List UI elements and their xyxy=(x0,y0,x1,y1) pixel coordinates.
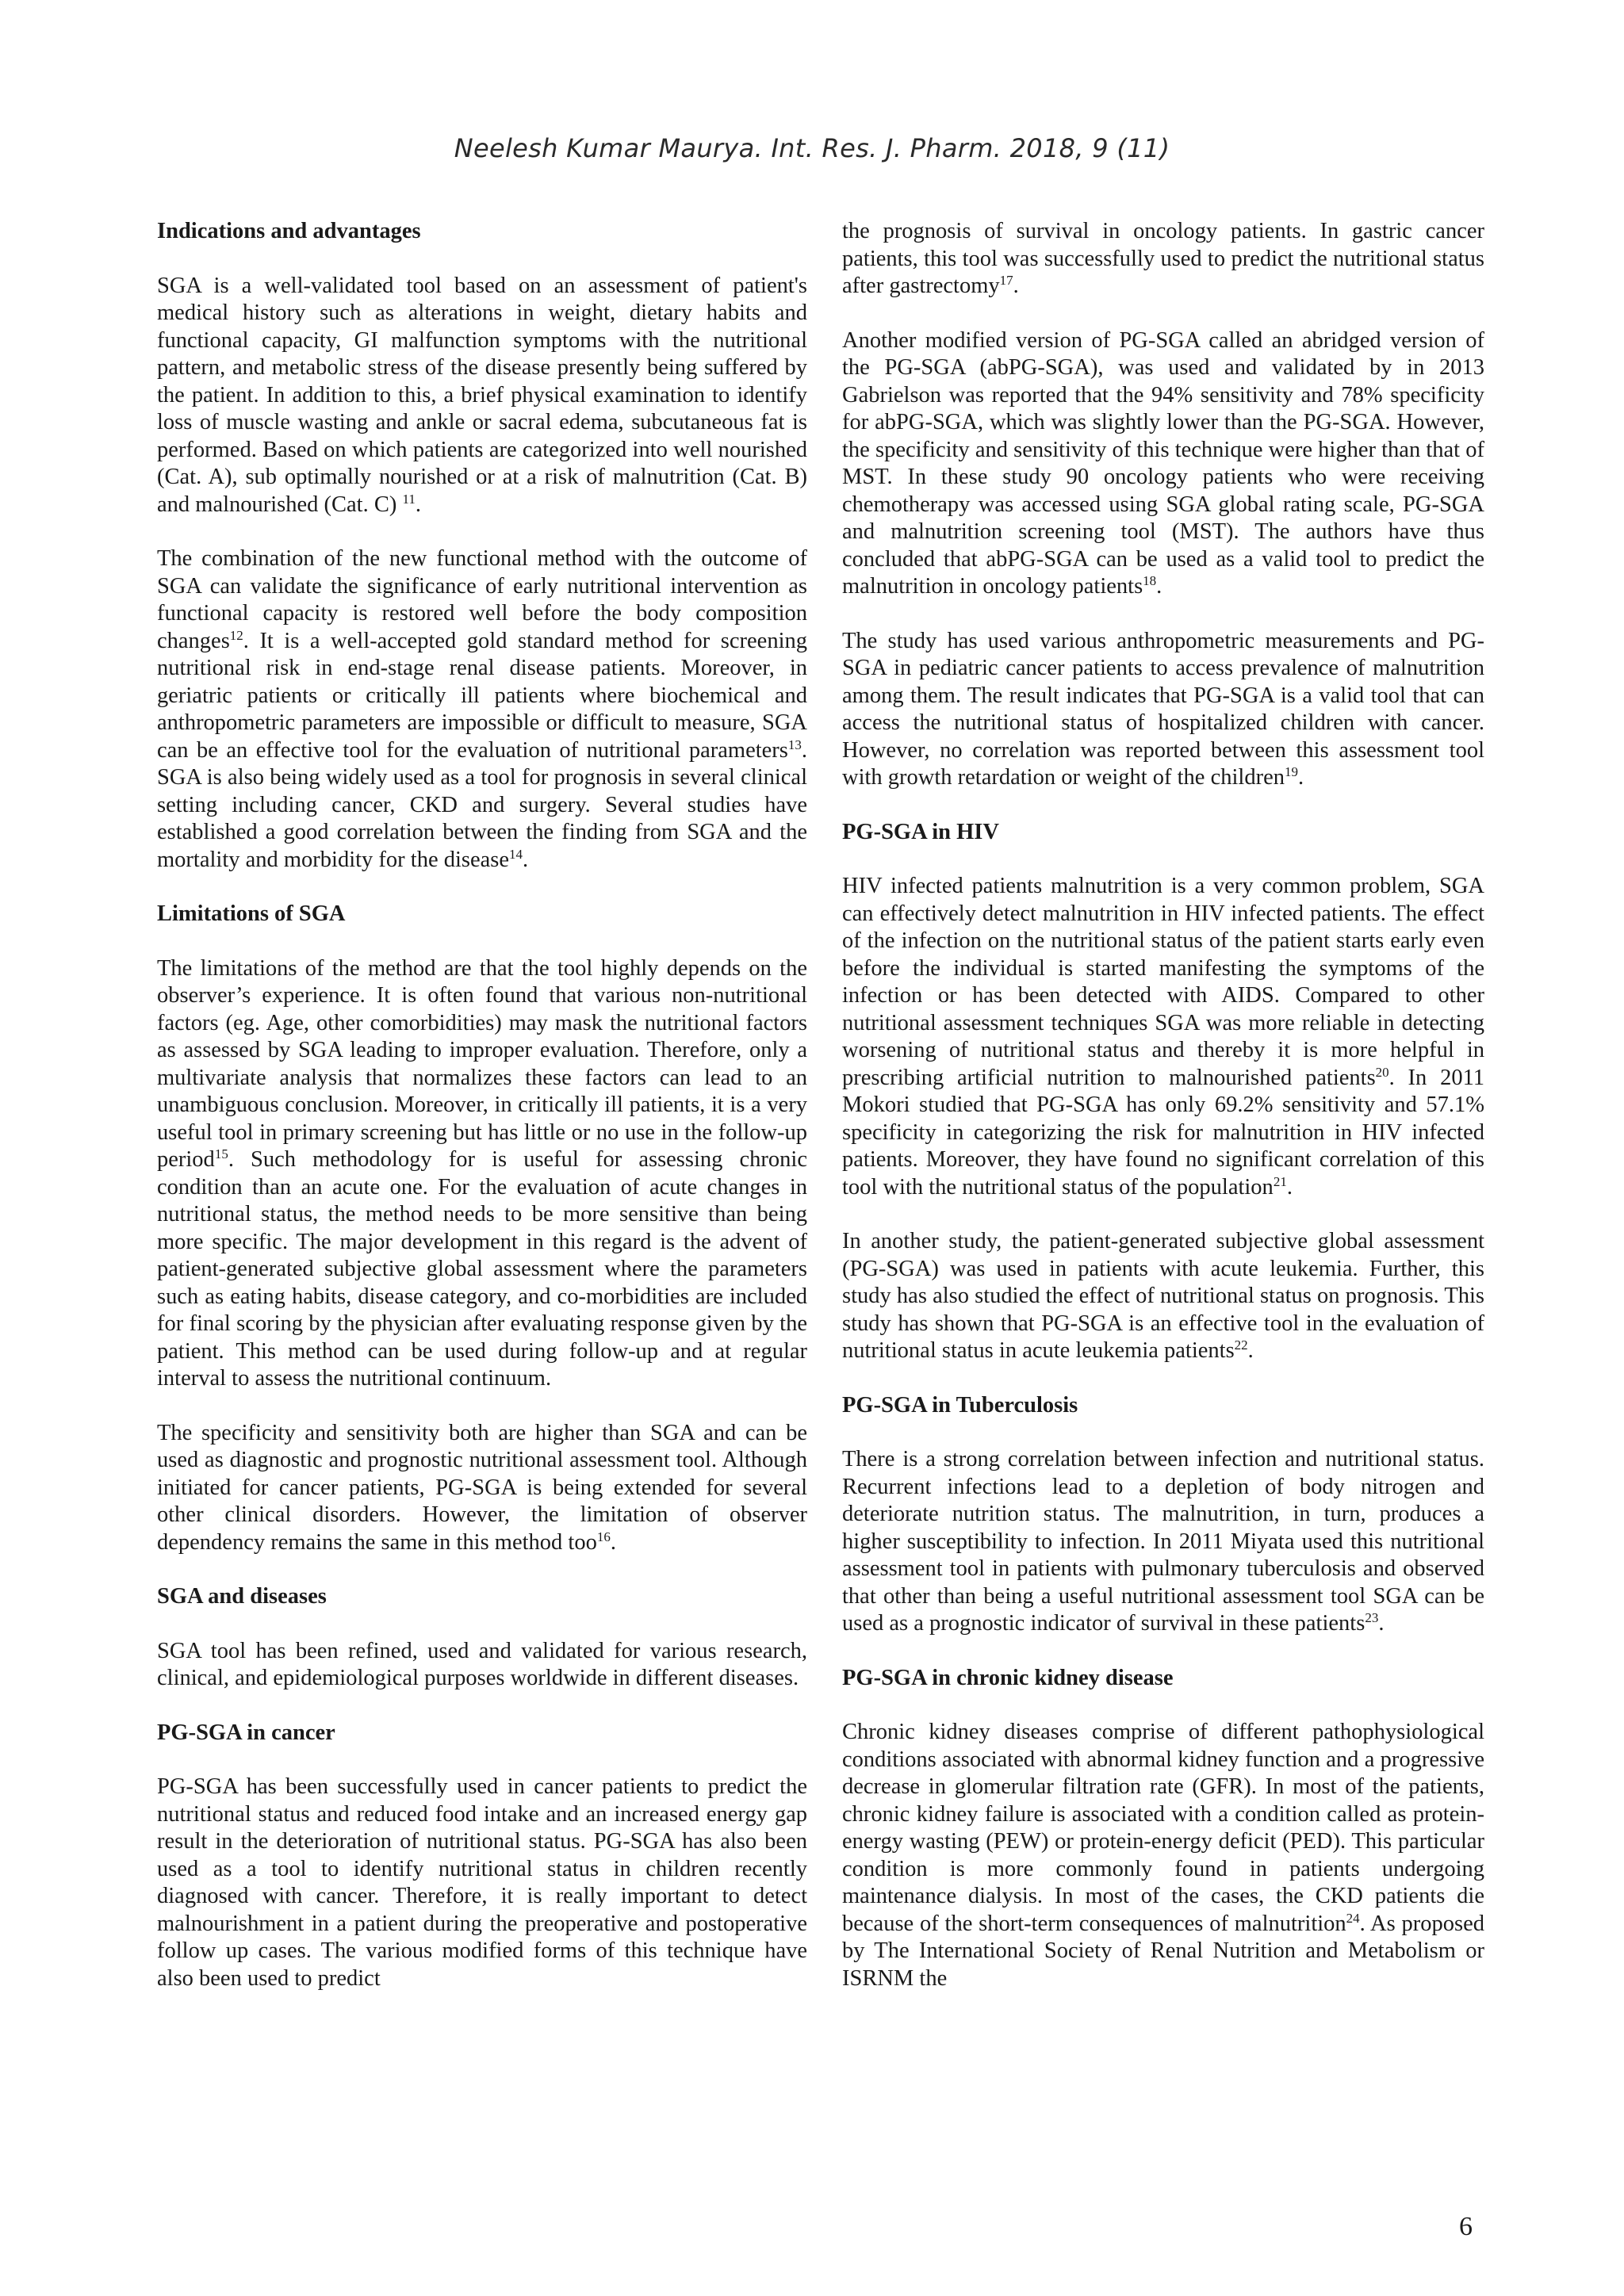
paragraph xyxy=(157,273,807,519)
citation: 18 xyxy=(1143,573,1157,588)
left-column xyxy=(157,218,807,2019)
paragraph-text: . xyxy=(1156,574,1162,599)
paragraph-text: . It is a well-accepted gold standard method for screening nutritional risk in end-stage renal disease patients. Moreover, in geriatric patients or critically ill patients where biochemical and anthropometric parameters are impossible or difficult to measure, SGA can be an effective tool for the evaluation of nutritional parameters xyxy=(157,628,807,763)
heading-indications: Indications and advantages xyxy=(157,219,421,243)
citation: 15 xyxy=(214,1146,228,1161)
paragraph-text: . xyxy=(610,1529,616,1555)
citation: 11 xyxy=(402,491,416,507)
citation: 20 xyxy=(1375,1064,1389,1080)
paragraph-text: SGA is a well-validated tool based on an assessment of patient's medical history such as alterations in weight, dietary habits and functional capacity, GI malfunction symptoms with the nutritional pattern, and metabolic stress of the disease presently being suffered by the patient. In addition to this, a brief physical examination to identify loss of muscle wasting and ankle or sacral edema, subcutaneous fat is performed. Based on which patients are categorized into well nourished (Cat. A), sub optimally nourished or at a risk of malnutrition (Cat. B) and malnourished (Cat. C) xyxy=(157,273,807,517)
heading-pgsga-cancer: PG-SGA in cancer xyxy=(157,1720,335,1745)
paragraph-text: . xyxy=(415,492,421,517)
citation: 17 xyxy=(999,273,1013,288)
paragraph xyxy=(842,1719,1484,1992)
citation: 13 xyxy=(787,737,802,752)
paragraph xyxy=(842,628,1484,792)
paragraph-text: . xyxy=(1013,274,1019,298)
citation: 16 xyxy=(596,1529,611,1544)
paragraph-text: The specificity and sensitivity both are higher than SGA and can be used as diagnostic and prognostic nutritional assessment tool. Although initiated for cancer patients, PG-SGA is being extended for several other clinical disorders. However, the limitation of observer dependency remains the same in this method too xyxy=(157,1420,807,1555)
citation: 14 xyxy=(509,846,523,862)
heading-limitations: Limitations of SGA xyxy=(157,901,346,926)
paragraph: SGA tool has been refined, used and validated for various research, clinical, and epidemiological purposes worldwide in different diseases. xyxy=(157,1638,807,1690)
paragraph xyxy=(842,873,1484,1201)
citation: 19 xyxy=(1284,764,1298,779)
paragraph-text: There is a strong correlation between infection and nutritional status. Recurrent infections lead to a depletion of body nitrogen and deteriorate nutrition status. The malnutrition, in turn, produces a higher susceptibility to infection. In 2011 Miyata used this nutritional assessment tool in patients with pulmonary tuberculosis and observed that other than being a useful nutritional assessment tool SGA can be used as a prognostic indicator of survival in these patients xyxy=(842,1447,1484,1636)
heading-sga-diseases: SGA and diseases xyxy=(157,1584,327,1609)
paragraph xyxy=(842,327,1484,601)
heading-pgsga-hiv: PG-SGA in HIV xyxy=(842,819,999,844)
heading-pgsga-tuberculosis: PG-SGA in Tuberculosis xyxy=(842,1392,1078,1418)
paragraph: PG-SGA has been successfully used in cancer patients to predict the nutritional status and reduced food intake and an increased energy gap result in the deterioration of nutritional status. PG-SGA has also been used as a tool to identify nutritional status in children recently diagnosed with cancer. Therefore, it is really important to detect malnourishment in a patient during the preoperative and postoperative follow up cases. The various modified forms of this technique have also been used to predict xyxy=(157,1774,807,1991)
paragraph-text: The limitations of the method are that the tool highly depends on the observer’s experience. It is often found that various non-nutritional factors (eg. Age, other comorbidities) may mask the nutritional factors as assessed by SGA leading to improper evaluation. Therefore, only a multivariate analysis that normalizes these factors can lead to an unambiguous conclusion. Moreover, in critically ill patients, it is a very useful tool in primary screening but has little or no use in the follow-up period xyxy=(157,955,807,1172)
paragraph xyxy=(157,955,807,1393)
paragraph-text: . In 2011 Mokori studied that PG-SGA has only 69.2% sensitivity and 57.1% specificity in categorizing the risk for malnutrition in HIV infected patients. Moreover, they have found no significant correlation of this tool with the nutritional status of the population xyxy=(842,1065,1485,1200)
paragraph-text: The combination of the new functional method with the outcome of SGA can validate the significance of early nutritional intervention as functional capacity is restored well before the body composition changes xyxy=(157,546,807,653)
paragraph-text: . SGA is also being widely used as a tool for prognosis in several clinical setting including cancer, CKD and surgery. Several studies have established a good correlation between the finding from SGA and the mortality and morbidity for the disease xyxy=(157,737,807,872)
paragraph-text: Another modified version of PG-SGA called an abridged version of the PG-SGA (abPG-SGA), was used and validated by in 2013 Gabrielson was reported that the 94% sensitivity and 78% specificity for abPG-SGA, which was slightly lower than the PG-SGA. However, the specificity and sensitivity of this technique were higher than that of MST. In these study 90 oncology patients who were receiving chemotherapy was accessed using SGA global rating scale, PG-SGA and malnutrition screening tool (MST). The authors have thus concluded that abPG-SGA can be used as a valid tool to predict the malnutrition in oncology patients xyxy=(842,327,1484,599)
heading-pgsga-ckd: PG-SGA in chronic kidney disease xyxy=(842,1665,1174,1690)
citation: 12 xyxy=(229,627,243,643)
paragraph-text: HIV infected patients malnutrition is a very common problem, SGA can effectively detect malnutrition in HIV infected patients. The effect of the infection on the nutritional status of the patient starts early even before the individual is started manifesting the symptoms of the infection or has been detected with AIDS. Compared to other nutritional assessment techniques SGA was more reliable in detecting worsening of nutritional status and thereby it is more helpful in prescribing artificial nutrition to malnourished patients xyxy=(842,874,1484,1090)
paragraph xyxy=(842,1228,1484,1365)
paragraph-text: . xyxy=(1297,765,1304,790)
paragraph-text: . xyxy=(1286,1174,1293,1200)
paragraph-text: . Such methodology for is useful for assessing chronic condition than an acute one. For the evaluation of acute changes in nutritional status, the method needs to be more sensitive than being more specific. The major development in this regard is the advent of patient-generated subjective global assessment where the parameters such as eating habits, disease category, and co-morbidities are included for final scoring by the physician after evaluating response given by the patient. This method can be used during follow-up and at regular interval to assess the nutritional continuum. xyxy=(157,1147,807,1391)
paragraph-text: Chronic kidney diseases comprise of different pathophysiological conditions associated with abnormal kidney function and a progressive decrease in glomerular filtration rate (GFR). In most of the patients, chronic kidney failure is associated with a condition called as protein-energy wasting (PEW) or protein-energy deficit (PED). This particular condition is more commonly found in patients undergoing maintenance dialysis. In most of the cases, the CKD patients die because of the short-term consequences of malnutrition xyxy=(842,1720,1484,1936)
citation: 22 xyxy=(1234,1337,1248,1353)
paragraph xyxy=(157,545,807,874)
paragraph-text: . xyxy=(523,847,529,872)
right-column xyxy=(842,218,1484,2019)
citation: 24 xyxy=(1346,1910,1360,1926)
paragraph xyxy=(842,218,1484,300)
page-number: 6 xyxy=(1459,2212,1473,2241)
paragraph-text: the prognosis of survival in oncology patients. In gastric cancer patients, this tool was successfully used to predict the nutritional status after gastrectomy xyxy=(842,219,1484,298)
paragraph-text: The study has used various anthropometric measurements and PG-SGA in pediatric cancer patients to access prevalence of malnutrition among them. The result indicates that PG-SGA is a valid tool that can access the nutritional status of hospitalized children with cancer. However, no correlation was reported between this assessment tool with growth retardation or weight of the children xyxy=(842,628,1484,790)
paragraph-text: In another study, the patient-generated subjective global assessment (PG-SGA) was used in patients with acute leukemia. Further, this study has also studied the effect of nutritional status on prognosis. This study has shown that PG-SGA is an effective tool in the evaluation of nutritional status in acute leukemia patients xyxy=(842,1229,1484,1363)
citation: 21 xyxy=(1273,1173,1287,1189)
paragraph-text: . As proposed by The International Society of Renal Nutrition and Metabolism or ISRNM the xyxy=(842,1911,1484,1991)
paragraph-text: . xyxy=(1378,1611,1385,1636)
paragraph xyxy=(842,1446,1484,1638)
paragraph xyxy=(157,1420,807,1557)
running-header: Neelesh Kumar Maurya. Int. Res. J. Pharm. 2018, 9 (11) xyxy=(454,133,1170,163)
paragraph-text: . xyxy=(1247,1338,1254,1363)
citation: 23 xyxy=(1365,1610,1379,1625)
